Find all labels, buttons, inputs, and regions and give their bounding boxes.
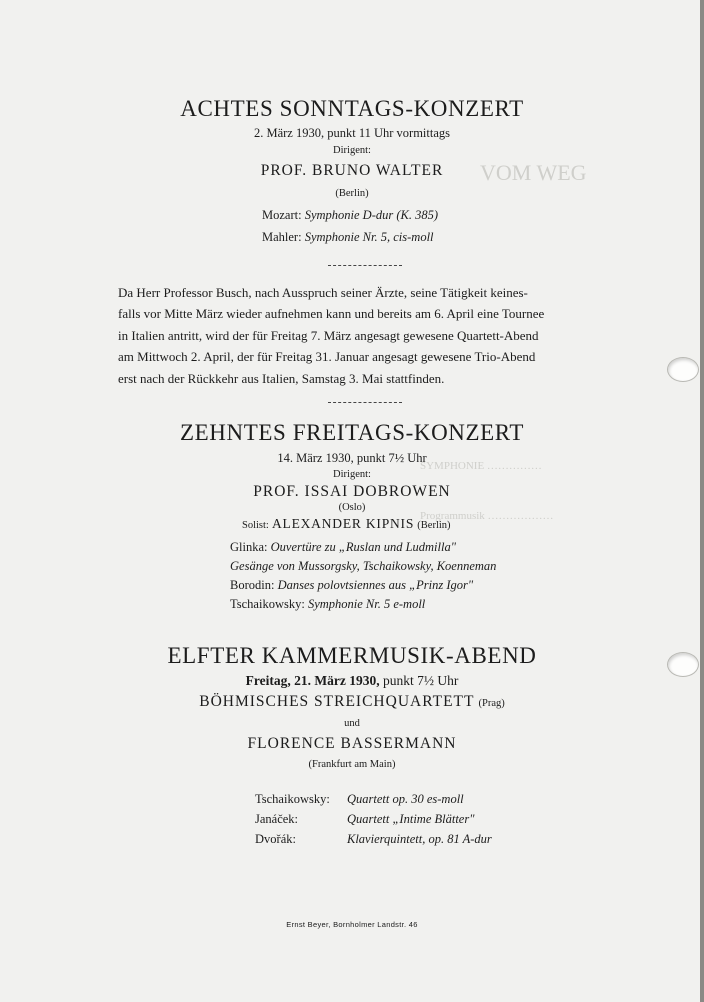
page-edge <box>700 0 704 1002</box>
punch-hole <box>667 357 699 382</box>
punch-hole <box>667 652 699 677</box>
concert2-program-line <box>230 597 425 612</box>
notice-line: falls vor Mitte März wieder aufnehmen kann und bereits am 6. April eine Tournee <box>118 306 545 322</box>
concert2-conductor-city: (Oslo) <box>338 502 366 513</box>
concert3-pianist-city: (Frankfurt am Main) <box>308 759 396 770</box>
concert2-program-line <box>230 559 496 574</box>
concert2-conductor: PROF. ISSAI DOBROWEN <box>253 483 451 500</box>
bleed-through-text: Programmusik ……………… <box>420 510 554 522</box>
concert3-title: ELFTER KAMMERMUSIK-ABEND <box>167 643 537 668</box>
work: Symphonie Nr. 5 e-moll <box>307 597 426 611</box>
work: Symphonie Nr. 5, cis-moll <box>304 230 434 244</box>
work: Symphonie D-dur (K. 385) <box>304 208 439 222</box>
notice-line: in Italien antritt, wird der für Freitag 7. März angesagt gewesene Quartett-Abend <box>118 327 539 343</box>
composer: Borodin: <box>230 578 275 592</box>
concert3-program-line <box>255 792 464 807</box>
concert2-program-line <box>230 578 473 593</box>
notice-paragraph <box>118 282 590 389</box>
bleed-through-text: VOM WEG <box>480 160 587 185</box>
concert1-date: 2. März 1930, punkt 11 Uhr vormittags <box>253 126 451 140</box>
soloist-city: (Berlin) <box>417 520 451 531</box>
concert1-conductor-city: (Berlin) <box>335 188 369 199</box>
soloist-label: Solist: <box>242 520 269 531</box>
work: Gesänge von Mussorgsky, Tschaikowsky, Koenneman <box>230 559 497 573</box>
concert2-soloist-line <box>242 516 451 532</box>
concert3-program-line <box>255 832 492 847</box>
composer: Glinka: <box>230 540 268 554</box>
soloist: ALEXANDER KIPNIS <box>271 516 415 531</box>
concert3-und: und <box>344 718 360 729</box>
bleed-through-text: SYMPHONIE …………… <box>420 460 542 472</box>
work: Klavierquintett, op. 81 A-dur <box>347 832 492 846</box>
concert3-date-rest: punkt 7½ Uhr <box>382 673 459 688</box>
concert1-title: ACHTES SONNTAGS-KONZERT <box>180 96 524 121</box>
composer: Dvořák: <box>255 832 296 846</box>
concert2-program-line <box>230 540 456 555</box>
work: Ouvertüre zu „Ruslan und Ludmilla" <box>270 540 456 554</box>
divider <box>328 265 402 266</box>
concert1-conductor: PROF. BRUNO WALTER <box>260 162 444 179</box>
concert3-program-line <box>255 812 474 827</box>
work: Danses polovtsiennes aus „Prinz Igor" <box>277 578 474 592</box>
concert1-conductor-label: Dirigent: <box>333 145 371 156</box>
concert3-ensemble-line <box>0 693 704 711</box>
composer: Janáček: <box>255 812 299 826</box>
concert3-date <box>0 673 704 689</box>
composer: Tschaikowsky: <box>230 597 305 611</box>
composer: Tschaikowsky: <box>255 792 330 806</box>
concert2-date: 14. März 1930, punkt 7½ Uhr <box>277 451 427 465</box>
concert1-program-line <box>262 230 434 245</box>
concert3-ensemble: BÖHMISCHES STREICHQUARTETT <box>199 693 475 710</box>
concert2-conductor-label: Dirigent: <box>333 469 371 480</box>
notice-line: am Mittwoch 2. April, der für Freitag 31. Januar angesagt gewesene Trio-Abend <box>118 349 536 365</box>
concert2-title: ZEHNTES FREITAGS-KONZERT <box>179 420 524 445</box>
notice-line: Da Herr Professor Busch, nach Ausspruch seiner Ärzte, seine Tätigkeit keines- <box>118 285 528 300</box>
composer: Mozart: <box>262 208 302 222</box>
work: Quartett op. 30 es-moll <box>347 792 464 806</box>
concert3-ensemble-city: (Prag) <box>478 698 505 709</box>
printer-imprint: Ernst Beyer, Bornholmer Landstr. 46 <box>286 920 418 929</box>
concert3-date-bold: Freitag, 21. März 1930, <box>245 673 380 688</box>
concert3-pianist: FLORENCE BASSERMANN <box>247 735 457 752</box>
composer: Mahler: <box>262 230 302 244</box>
notice-line: erst nach der Rückkehr aus Italien, Samstag 3. Mai stattfinden. <box>118 370 445 386</box>
concert1-program-line <box>262 208 438 223</box>
work: Quartett „Intime Blätter" <box>347 812 475 826</box>
divider <box>328 402 402 403</box>
